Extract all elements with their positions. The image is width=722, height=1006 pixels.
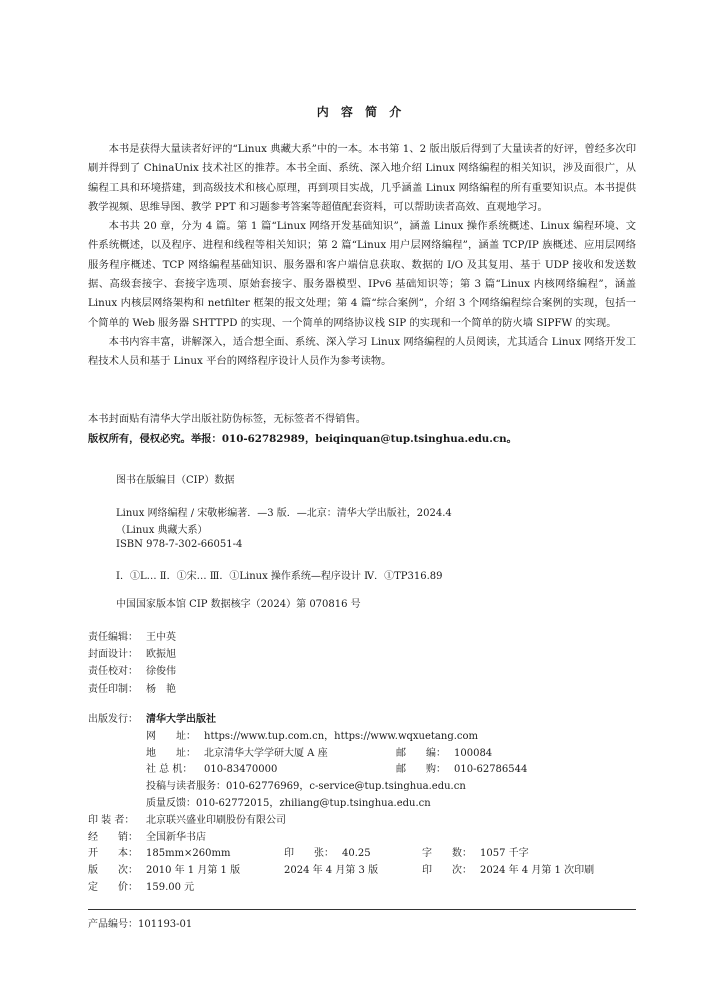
price-label: 定 价： [88, 881, 138, 893]
bottom-divider [88, 909, 636, 910]
cip-heading: 图书在版编目（CIP）数据 [116, 475, 235, 486]
edition-label: 版 次： [88, 865, 138, 877]
format-label: 开 本： [88, 848, 138, 860]
cip-series-line: （Linux 典藏大系） [116, 525, 208, 536]
first-edition-value: 2010 年 1 月第 1 版 [146, 865, 241, 877]
staff-row [88, 646, 176, 663]
quality-row [88, 796, 636, 813]
switchboard-value: 010-83470000 [204, 764, 278, 776]
distributor-row [88, 830, 636, 847]
staff-row [88, 629, 176, 646]
distributor-value: 全国新华书店 [146, 831, 206, 843]
intro-paragraph: 本书共 20 章，分为 4 篇。第 1 篇“Linux 网络开发基础知识”，涵盖 Linux 操作系统概述、Linux 编程环境、文件系统概述，以及程序、进程和线程等相关知识；第 2 篇“Linux 用户层网络编程”，涵盖 TCP/IP 族概述、应用层网络服务程序概述、TCP 网络编程基础知识、服务器和客户端信息获取、数据的 I/O 及其复用、基于 UDP 接收和发送数据、高级套接字、套接字选项、原始套接字、服务器模型、IPv6 基础知识等；第 3 篇“Linux 内核网络编程”，涵盖 Linux 内核层网络架构和 netfilter 框架的报文处理；第 4 篇“综合案例”，介绍 3 个网络编程综合案例的实现，包括一个简单的 Web 服务器 SHTTPD 的实现、一个简单的网络协议栈 SIP 的实现和一个简单的防火墙 SIPFW 的实现。 [88, 220, 636, 329]
format-row [88, 846, 636, 863]
publisher-name: 清华大学出版社 [146, 714, 216, 725]
mail-order-label: 邮 购： [396, 764, 446, 776]
book-introduction [88, 140, 636, 372]
website-label: 网 址： [146, 730, 196, 742]
intro-paragraph: 本书是获得大量读者好评的“Linux 典藏大系”中的一本。本书第 1、2 版出版后得到了大量读者的好评，曾经多次印刷并得到了 ChinaUnix 技术社区的推荐。本书全面、系统、深入地介绍 Linux 网络编程的相关知识，涉及面很广，从编程工具和环境搭建，到高级技术和核心原理，再到项目实战，几乎涵盖 Linux 网络编程的所有重要知识点。本书提供教学视频、思维导图、教学 PPT 和习题参考答案等超值配套资料，可以帮助读者高效、直观地学习。 [88, 143, 636, 213]
staff-value: 王中英 [146, 632, 176, 643]
sheets-label: 印 张： [284, 848, 334, 860]
cip-classification: Ⅰ．①L… Ⅱ．①宋… Ⅲ．①Linux 操作系统—程序设计 Ⅳ．①TP316.89 [116, 571, 443, 582]
printing-value: 2024 年 4 月第 1 次印刷 [480, 865, 595, 877]
distributor-label: 经 销： [88, 831, 138, 843]
staff-value: 徐俊伟 [146, 666, 176, 678]
copyright-notice [88, 409, 636, 449]
intro-paragraph: 本书内容丰富，讲解深入，适合想全面、系统、深入学习 Linux 网络编程的人员阅读，尤其适合 Linux 网络开发工程技术人员和基于 Linux 平台的网络程序设计人员作为参考读物。 [88, 335, 636, 368]
reader-service: 投稿与读者服务：010-62776969，c-service@tup.tsinghua.edu.cn [146, 781, 466, 793]
price-row [88, 880, 636, 897]
price-value: 159.00 元 [146, 881, 195, 893]
words-value: 1057 千字 [480, 848, 529, 860]
staff-label: 责任印制： [88, 683, 138, 695]
address-value: 北京清华大学学研大厦 A 座 [204, 747, 328, 759]
mail-order-value: 010-62786544 [454, 764, 528, 776]
staff-label: 封面设计： [88, 649, 138, 661]
editorial-staff [88, 629, 176, 698]
publisher-label: 出版发行： [88, 714, 138, 725]
sheets-value: 40.25 [342, 848, 371, 860]
printing-label: 印 次： [422, 865, 472, 877]
publisher-row [88, 712, 636, 729]
zip-value: 100084 [454, 747, 493, 759]
switchboard-label: 社 总 机： [146, 764, 193, 776]
printer-value: 北京联兴盛业印刷股份有限公司 [146, 814, 286, 826]
words-label: 字 数： [422, 848, 472, 860]
printer-label: 印 装 者： [88, 814, 135, 826]
staff-value: 欧振旭 [146, 649, 176, 661]
address-row [88, 746, 636, 763]
quality-feedback: 质量反馈：010-62772015，zhiliang@tup.tsinghua.edu.cn [146, 797, 431, 809]
anti-counterfeit-notice: 本书封面贴有清华大学出版社防伪标签，无标签者不得销售。 [88, 413, 367, 425]
staff-label: 责任校对： [88, 666, 138, 678]
cip-verification-number: 中国国家版本馆 CIP 数据核字（2024）第 070816 号 [116, 599, 361, 610]
staff-value: 杨 艳 [146, 683, 176, 695]
staff-row [88, 681, 176, 698]
switchboard-row [88, 762, 636, 779]
contribution-row [88, 779, 636, 796]
page-title: 内 容 简 介 [316, 105, 406, 119]
product-code: 产品编号：101193-01 [88, 919, 193, 930]
website-value: https://www.tup.com.cn，https://www.wqxuetang.com [204, 730, 479, 742]
cip-title-line: Linux 网络编程 / 宋敬彬编著．—3 版．—北京：清华大学出版社，2024.4 [116, 508, 452, 519]
zip-label: 邮 编： [396, 747, 446, 759]
printer-row [88, 813, 636, 830]
website-row [88, 729, 636, 746]
current-edition-value: 2024 年 4 月第 3 版 [284, 865, 379, 877]
address-label: 地 址： [146, 747, 196, 759]
staff-row [88, 663, 176, 680]
cip-isbn: ISBN 978-7-302-66051-4 [116, 539, 243, 550]
edition-row [88, 863, 636, 880]
publication-info [88, 712, 636, 897]
piracy-report-notice: 版权所有，侵权必究。举报：010-62782989，beiqinquan@tup.tsinghua.edu.cn。 [88, 433, 517, 445]
staff-label: 责任编辑： [88, 632, 138, 643]
format-value: 185mm×260mm [146, 848, 231, 860]
